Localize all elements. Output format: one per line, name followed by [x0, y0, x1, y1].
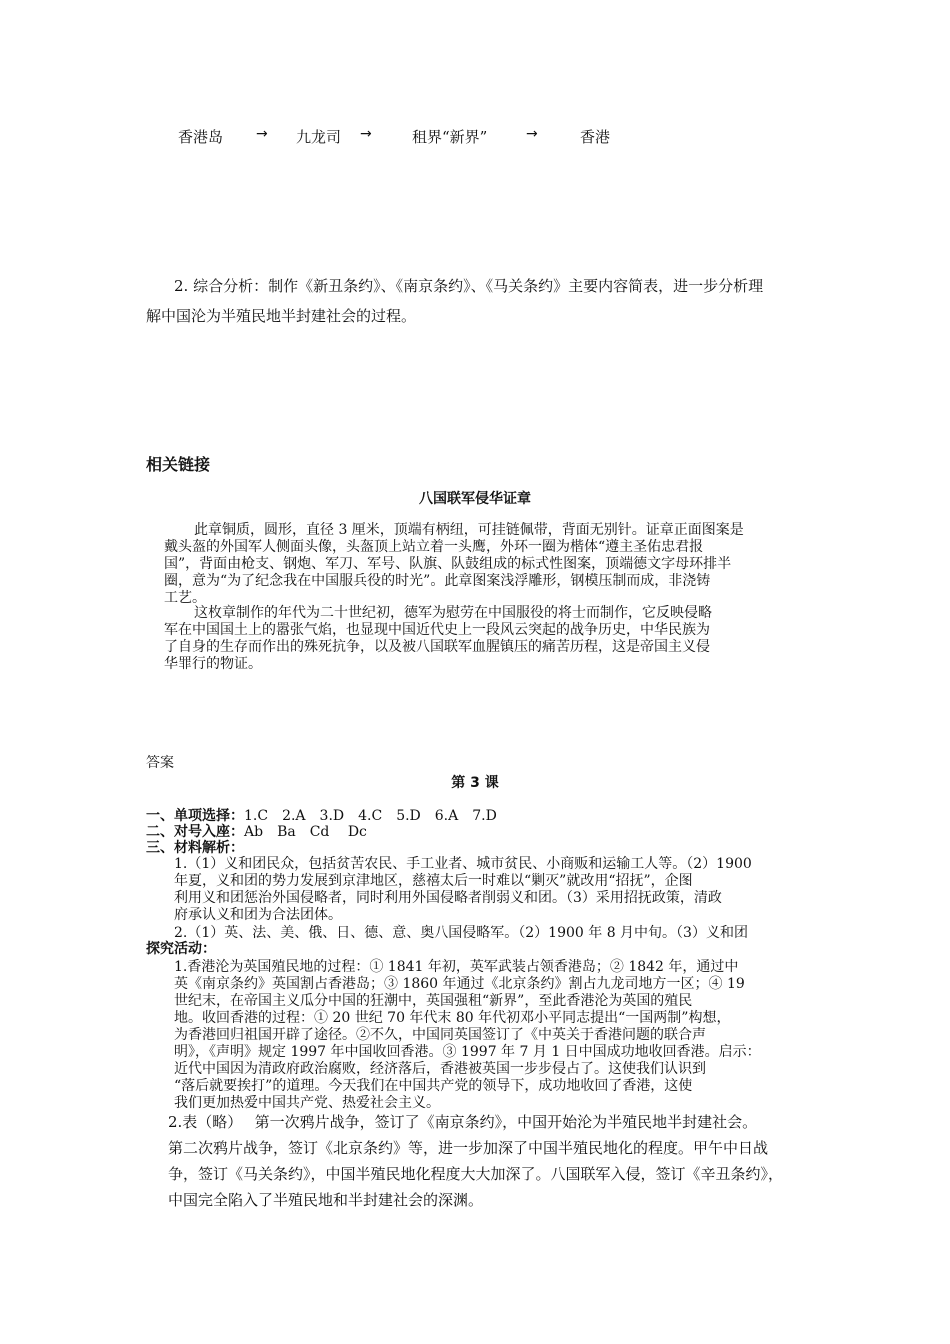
explore-2-line: 争，签订《马关条约》，中国半殖民地化程度大大加深了。八国联军入侵，签订《辛丑条约》，: [168, 1165, 784, 1183]
explore-1-line: 地。收回香港的过程：① 20 世纪 70 年代末 80 年代初邓小平同志提出“一国两制”构想，: [174, 1010, 731, 1026]
badge-p2-line: 了自身的生存而作出的殊死抗争，以及被八国联军血腥镇压的痛苦历程，这是帝国主义侵: [164, 639, 710, 655]
related-links-heading: 相关链接: [146, 455, 211, 474]
single-choice-label: 一、单项选择：: [146, 808, 244, 824]
badge-p1-line: 工艺。: [164, 590, 206, 606]
badge-title: 八国联军侵华证章: [419, 491, 531, 507]
material-1-line: 年夏，义和团的势力发展到京津地区，慈禧太后一时难以“剿灭”就改用“招抚”，企图: [174, 873, 693, 889]
explore-1-line: 我们更加热爱中国共产党、热爱社会主义。: [174, 1095, 440, 1111]
explore-2-line: 第二次鸦片战争，签订《北京条约》等，进一步加深了中国半殖民地化的程度。甲午中日战: [168, 1139, 769, 1157]
explore-1-line: 明》，《声明》规定 1997 年中国收回香港。③ 1997 年 7 月 1 日中国成功地收回香港。启示：: [174, 1044, 761, 1060]
explore-1-line: “落后就要挨打”的道理。今天我们在中国共产党的领导下，成功地收回了香港，这使: [174, 1078, 693, 1094]
badge-p2-line: 军在中国国土上的嚣张气焰，也显现中国近代史上一段风云突起的战争历史，中华民族为: [164, 622, 710, 638]
badge-p2-line: 华罪行的物证。: [164, 656, 262, 672]
badge-p1-line: 国”，背面由枪支、钢炮、军刀、军号、队旗、队鼓组成的标式性图案，顶端德文字母环排半: [164, 556, 732, 572]
answers-label: 答案: [146, 755, 174, 771]
matching-label: 二、对号入座：: [146, 824, 244, 840]
material-1-line: 利用义和团惩治外国侵略者，同时利用外国侵略者削弱义和团。（3）采用招抚政策，清政: [174, 890, 722, 906]
explore-1-line: 为香港回归祖国开辟了途径。②不久，中国同英国签订了《中英关于香港问题的联合声: [174, 1027, 706, 1043]
explore-label-row: [146, 941, 216, 957]
flow-arrow-icon: →: [256, 126, 268, 142]
single-choice-value: 1.C 2.A 3.D 4.C 5.D 6.A 7.D: [244, 808, 497, 824]
explore-1-line: 世纪末，在帝国主义瓜分中国的狂潮中，英国强租“新界”，至此香港沦为英国的殖民: [174, 993, 693, 1009]
badge-p2-line: 这枚章制作的年代为二十世纪初，德军为慰劳在中国服役的将士而制作，它反映侵略: [194, 605, 712, 621]
badge-p1-line: 戴头盔的外国军人侧面头像，头盔顶上站立着一头鹰，外环一圈为楷体“遵主圣佑忠君报: [164, 539, 704, 555]
task-2-line-2: 解中国沦为半殖民地半封建社会的过程。: [146, 307, 417, 325]
explore-1-line: 近代中国因为清政府政治腐败，经济落后，香港被英国一步步侵占了。这使我们认识到: [174, 1061, 706, 1077]
material-label: 三、材料解析：: [146, 840, 244, 856]
answers-material-label: [146, 840, 244, 856]
task-2-paragraph: [146, 274, 826, 325]
material-1-line: 府承认义和团为合法团体。: [174, 907, 342, 923]
flow-step-kowloon: 九龙司: [296, 128, 342, 146]
explore-label: 探究活动：: [146, 941, 216, 957]
badge-p1-line: 此章铜质，圆形，直径 3 厘米，顶端有柄纽，可挂链佩带，背面无别针。证章正面图案是: [194, 522, 744, 538]
lesson-title: 第 3 课: [451, 775, 499, 791]
material-answer-2: 2.（1）英、法、美、俄、日、德、意、奥八国侵略军。（2）1900 年 8 月中旬。（3）义和团: [174, 925, 748, 941]
flow-arrow-icon: →: [360, 126, 372, 142]
flow-step-hongkong: 香港: [580, 128, 611, 146]
flow-step-hongkong-island: 香港岛: [178, 128, 224, 146]
task-2-line-1: 2. 综合分析：制作《新丑条约》、《南京条约》、《马关条约》主要内容简表，进一步分析理: [174, 277, 764, 295]
answers-matching: [146, 824, 367, 840]
explore-2-line: 中国完全陷入了半殖民地和半封建社会的深渊。: [168, 1191, 484, 1209]
matching-value: Ab Ba Cd Dc: [244, 824, 367, 840]
explore-1-line: 1.香港沦为英国殖民地的过程：① 1841 年初，英军武装占领香港岛；② 1842 年，通过中: [174, 959, 739, 975]
badge-p1-line: 圈，意为“为了纪念我在中国服兵役的时光”。此章图案浅浮雕形，钢模压制而成，非浇铸: [164, 573, 711, 589]
explore-2-line: 2.表（略） 第一次鸦片战争，签订了《南京条约》，中国开始沦为半殖民地半封建社会。: [168, 1113, 758, 1131]
explore-1-line: 英《南京条约》英国割占香港岛；③ 1860 年通过《北京条约》割占九龙司地方一区；④ 19: [174, 976, 745, 992]
answers-single-choice: [146, 808, 497, 824]
flow-step-new-territories: 租界“新界”: [412, 128, 488, 146]
flow-arrow-icon: →: [526, 126, 538, 142]
material-1-line: 1.（1）义和团民众，包括贫苦农民、手工业者、城市贫民、小商贩和运输工人等。（2）1900: [174, 856, 752, 872]
